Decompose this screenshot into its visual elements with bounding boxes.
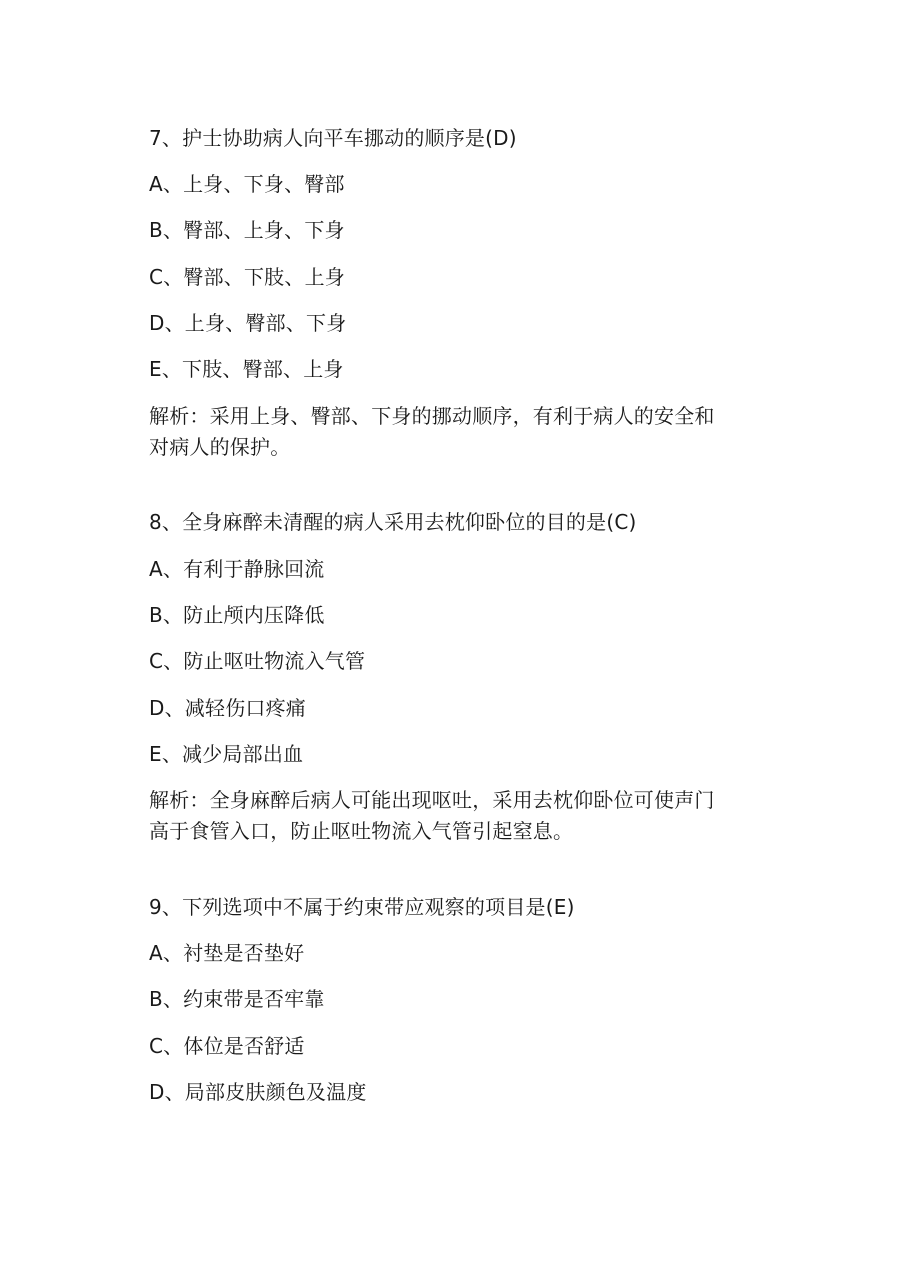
question-7-option-c: C、臀部、下肢、上身 <box>149 265 345 289</box>
question-7-option-b: B、臀部、上身、下身 <box>149 218 345 242</box>
question-8-analysis-line-1: 解析：全身麻醉后病人可能出现呕吐，采用去枕仰卧位可使声门 <box>149 788 715 812</box>
question-7-option-e: E、下肢、臀部、上身 <box>149 357 344 381</box>
question-8-analysis-line-2: 高于食管入口，防止呕吐物流入气管引起窒息。 <box>149 819 574 843</box>
question-8-option-e: E、减少局部出血 <box>149 742 304 766</box>
question-8-option-c: C、防止呕吐物流入气管 <box>149 649 366 673</box>
question-7-analysis-line-2: 对病人的保护。 <box>149 435 291 459</box>
question-9-option-d: D、局部皮肤颜色及温度 <box>149 1080 367 1104</box>
question-7-option-d: D、上身、臀部、下身 <box>149 311 347 335</box>
question-8-option-b: B、防止颅内压降低 <box>149 603 325 627</box>
question-9-option-a: A、衬垫是否垫好 <box>149 941 305 965</box>
question-9-option-b: B、约束带是否牢靠 <box>149 987 325 1011</box>
question-8-option-d: D、减轻伤口疼痛 <box>149 696 307 720</box>
question-8-option-a: A、有利于静脉回流 <box>149 557 325 581</box>
question-8-stem: 8、全身麻醉未清醒的病人采用去枕仰卧位的目的是(C) <box>149 510 637 534</box>
question-9-stem: 9、下列选项中不属于约束带应观察的项目是(E) <box>149 895 575 919</box>
question-7-option-a: A、上身、下身、臀部 <box>149 172 345 196</box>
question-7-stem: 7、护士协助病人向平车挪动的顺序是(D) <box>149 126 517 150</box>
question-7-analysis-line-1: 解析：采用上身、臀部、下身的挪动顺序，有利于病人的安全和 <box>149 404 715 428</box>
question-9-option-c: C、体位是否舒适 <box>149 1034 305 1058</box>
